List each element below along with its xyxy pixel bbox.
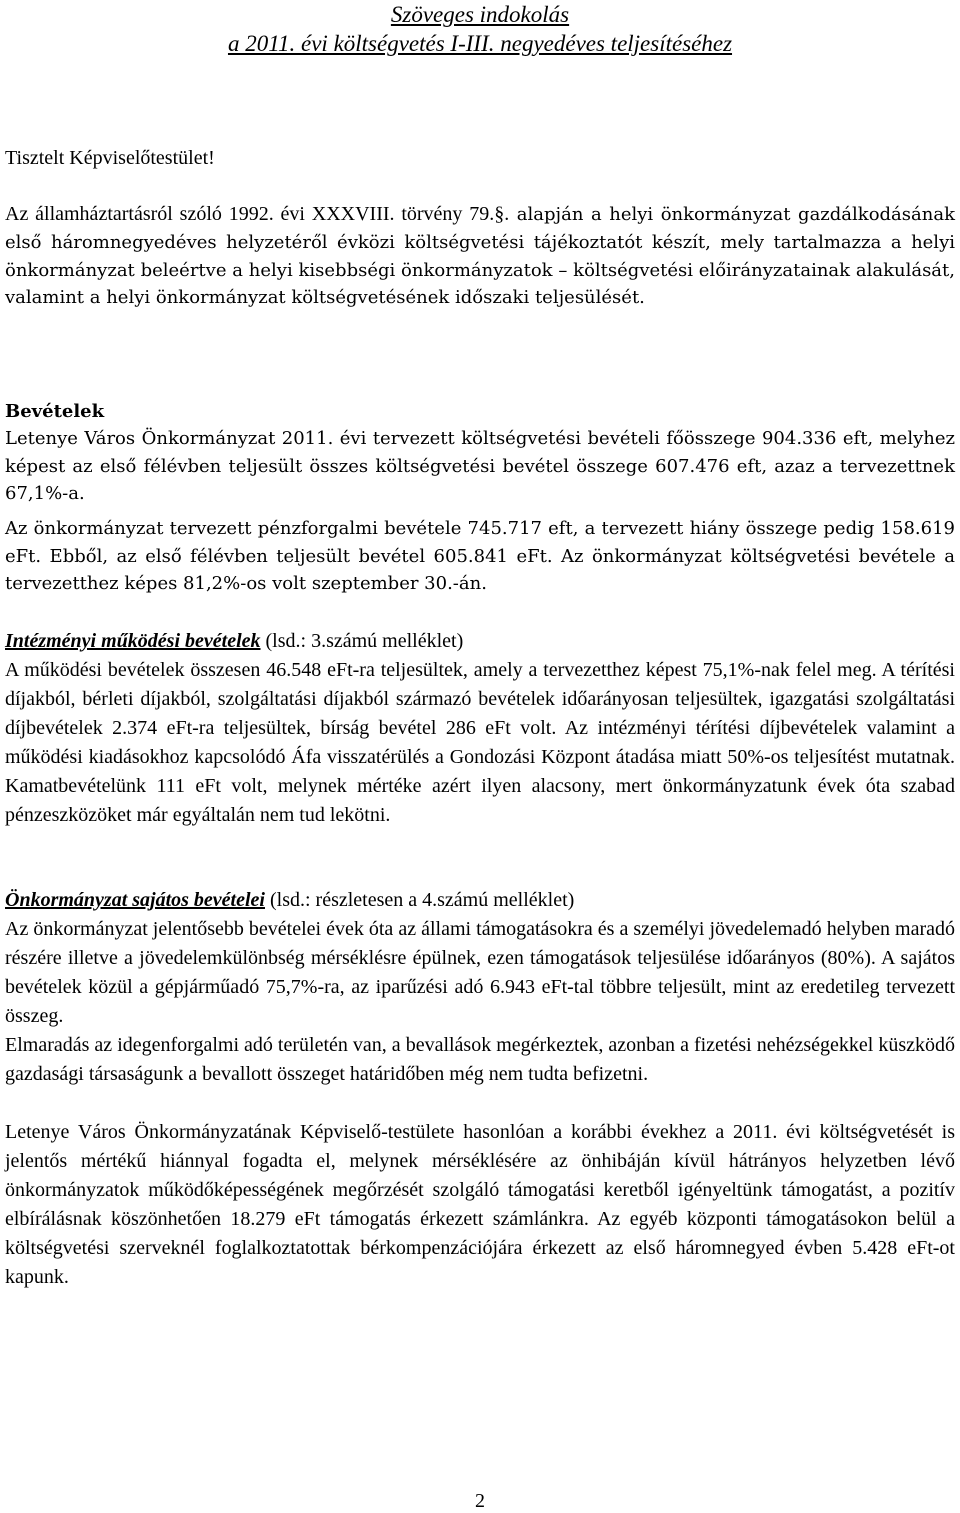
sajatos-text-3b: Az egyéb központi támogatásokon belül a költségvetési szerveknél foglalkoztatottak bérkompenzációjára érkezett az első háromnegyed évben 5.428 eFt-ot kapunk.	[5, 1208, 955, 1288]
intro-law-reference: Az államháztartásról szóló 1992. évi XXXVIII. törvény 79.§.	[5, 203, 510, 225]
sajatos-paragraph-1	[5, 915, 955, 1031]
intro-paragraph	[5, 200, 955, 312]
intezmenyi-paragraph	[5, 656, 955, 830]
page-number: 2	[475, 1490, 485, 1512]
sajatos-paragraph-3	[5, 1118, 955, 1292]
document-subtitle: a 2011. évi költségvetés I-III. negyedéves teljesítéséhez	[227, 31, 733, 56]
bevetelek-paragraph-1: Letenye Város Önkormányzat 2011. évi tervezett költségvetési bevételi főösszege 904.336 eft, melyhez képest az első félévben teljesült összes költségvetési bevétel összege 607.476 eft, azaz a tervezettnek 67,1%-a.	[5, 428, 955, 504]
section-heading-sajatos: Önkormányzat sajátos bevételei	[5, 889, 265, 911]
sajatos-text-a: Az önkormányzat jelentősebb bevételei évek óta az állami támogatásokra és a személyi jövedelemadó helyben maradó részére illetve a jövedelemkülönbség mérséklésre épülnek, ezen támogatások teljesülése időarányos (80%).	[5, 918, 955, 969]
intro-text: alapján a helyi önkormányzat gazdálkodásának első háromnegyedéves helyzetéről évközi költségvetési tájékoztatót készít, mely tartalmazza a helyi önkormányzat beleértve a helyi kisebbségi önkormányzatok – költségvetési előirányzatainak alakulását, valamint a helyi önkormányzat költségvetésének időszaki teljesülését.	[5, 204, 955, 308]
section-heading-intezmenyi: Intézményi működési bevételek	[5, 630, 261, 652]
document-title: Szöveges indokolás	[390, 2, 570, 27]
intezmenyi-heading-line	[5, 627, 955, 656]
intezmenyi-text-a: A működési bevételek összesen 46.548 eFt-ra teljesültek, amely a tervezetthez képest 75,1%-nak felel meg.	[5, 659, 877, 681]
section-heading-bevetelek: Bevételek	[5, 401, 105, 422]
sajatos-reference: (lsd.: részletesen a 4.számú melléklet)	[264, 889, 575, 911]
sajatos-heading-line	[5, 886, 955, 915]
intezmenyi-reference: (lsd.: 3.számú melléklet)	[260, 630, 464, 652]
sajatos-text-b: A sajátos bevételek közül a gépjárműadó 75,7%-ra, az iparűzési adó 6.943 eFt-tal többre teljesült, mint az eredetileg tervezett összeg.	[5, 947, 955, 1027]
intezmenyi-text-b: A térítési díjakból, bérleti díjakból, szolgáltatási díjakból származó bevételek időarányosan teljesültek, igazgatási szolgáltatási díjbevételek 2.374 eFt-ra teljesültek, bírság bevétel 286 eFt volt.	[5, 659, 955, 739]
bevetelek-paragraph-2: Az önkormányzat tervezett pénzforgalmi bevétele 745.717 eft, a tervezett hiány összege pedig 158.619 eFt. Ebből, az első félévben teljesült bevétel 605.841 eFt. Az önkormányzat költségvetési bevétele a tervezetthez képes 81,2%-os volt szeptember 30.-án.	[5, 518, 955, 594]
intezmenyi-text-d: Kamatbevételünk 111 eFt volt, melynek mértéke azért ilyen alacsony, mert önkormányzatunk évek óta szabad pénzeszközöket már egyáltalán nem tud lekötni.	[5, 775, 955, 826]
intezmenyi-text-c: Az intézményi térítési díjbevételek valamint a működési kiadásokhoz kapcsolódó Áfa visszatérülés a Gondozási Központ átadása miatt 50%-os teljesítést mutatnak.	[5, 717, 956, 768]
greeting: Tisztelt Képviselőtestület!	[5, 147, 215, 169]
sajatos-text-3a: Letenye Város Önkormányzatának Képviselő-testülete hasonlóan a korábbi évekhez a 2011. évi költségvetését is jelentős mértékű hiánnyal fogadta el, melynek mérséklésére az önhibáján kívül hátrányos helyzetben lévő önkormányzatok működőképességének megőrzését szolgáló támogatási keretből igényeltünk támogatást, a pozitív elbírálásnak köszönhetően 18.279 eFt támogatás érkezett számlánkra.	[5, 1121, 955, 1230]
sajatos-paragraph-2: Elmaradás az idegenforgalmi adó területén van, a bevallások megérkeztek, azonban a fizetési nehézségekkel küszködő gazdasági társaságunk a bevallott összeget határidőben még nem tudta befizetni.	[5, 1034, 955, 1085]
